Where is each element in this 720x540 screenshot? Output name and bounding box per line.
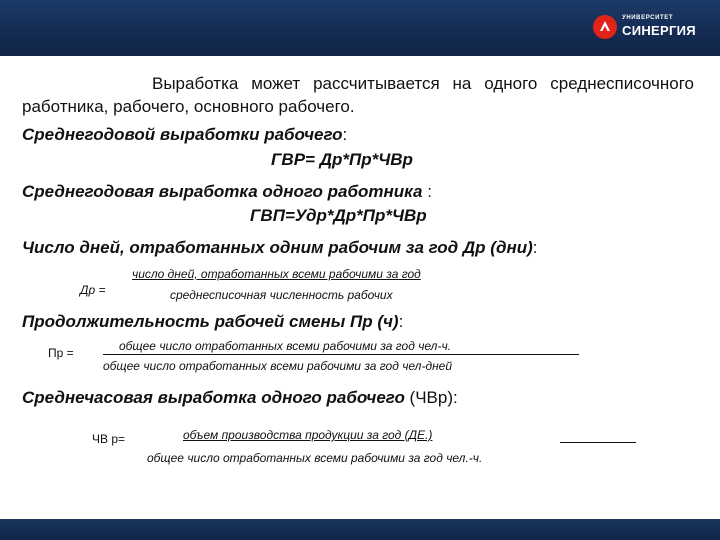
heading-colon: :	[422, 182, 432, 201]
chv-label: ЧВ р=	[92, 432, 126, 446]
heading-text: Среднегодовой выработки рабочего	[22, 125, 343, 144]
formula-gvr: ГВР= Др*Пр*ЧВр	[271, 150, 413, 169]
chv-numerator: объем производства продукции за год (ДЕ.)	[183, 428, 433, 442]
pr-fraction-line	[103, 354, 579, 355]
heading-shift-length	[22, 313, 403, 330]
pr-numerator: общее число отработанных всеми рабочими за год чел-ч.	[119, 339, 451, 353]
synergy-logo	[592, 12, 702, 46]
pr-denominator: общее число отработанных всеми рабочими за год чел-дней	[103, 359, 453, 373]
heading-avg-hourly	[22, 389, 458, 406]
heading-tail: (ЧВр):	[404, 388, 458, 407]
heading-text: Среднечасовая выработка одного рабочего	[22, 388, 405, 407]
heading-colon: :	[398, 312, 404, 331]
heading-days-worked	[22, 239, 538, 256]
pr-label: Пр =	[48, 346, 74, 360]
header-bar	[0, 0, 720, 56]
synergy-logo-icon	[592, 14, 618, 40]
heading-text: Продолжительность рабочей смены Пр (ч)	[22, 312, 399, 331]
formula-gvp: ГВП=Удр*Др*Пр*ЧВр	[250, 206, 427, 225]
heading-avg-annual-worker	[22, 126, 347, 143]
dr-label: Др =	[80, 283, 106, 297]
logo-subtitle: УНИВЕРСИТЕТ	[622, 15, 674, 21]
footer-bar	[0, 519, 720, 540]
intro-paragraph: Выработка может рассчитывается на одного среднесписочного работника, рабочего, основного рабочего.	[22, 74, 694, 116]
dr-numerator: число дней, отработанных всеми рабочими за год	[132, 267, 421, 281]
heading-text: Число дней, отработанных одним рабочим за год Др (дни)	[22, 238, 533, 257]
heading-avg-annual-employee	[22, 183, 432, 200]
logo-name: СИНЕРГИЯ	[622, 23, 696, 38]
chv-denominator: общее число отработанных всеми рабочими за год чел.-ч.	[147, 451, 483, 465]
dr-denominator: среднесписочная численность рабочих	[170, 288, 393, 302]
heading-colon: :	[342, 125, 348, 144]
heading-colon: :	[532, 238, 538, 257]
chv-fraction-line	[560, 442, 636, 443]
heading-text: Среднегодовая выработка одного работника	[22, 182, 423, 201]
